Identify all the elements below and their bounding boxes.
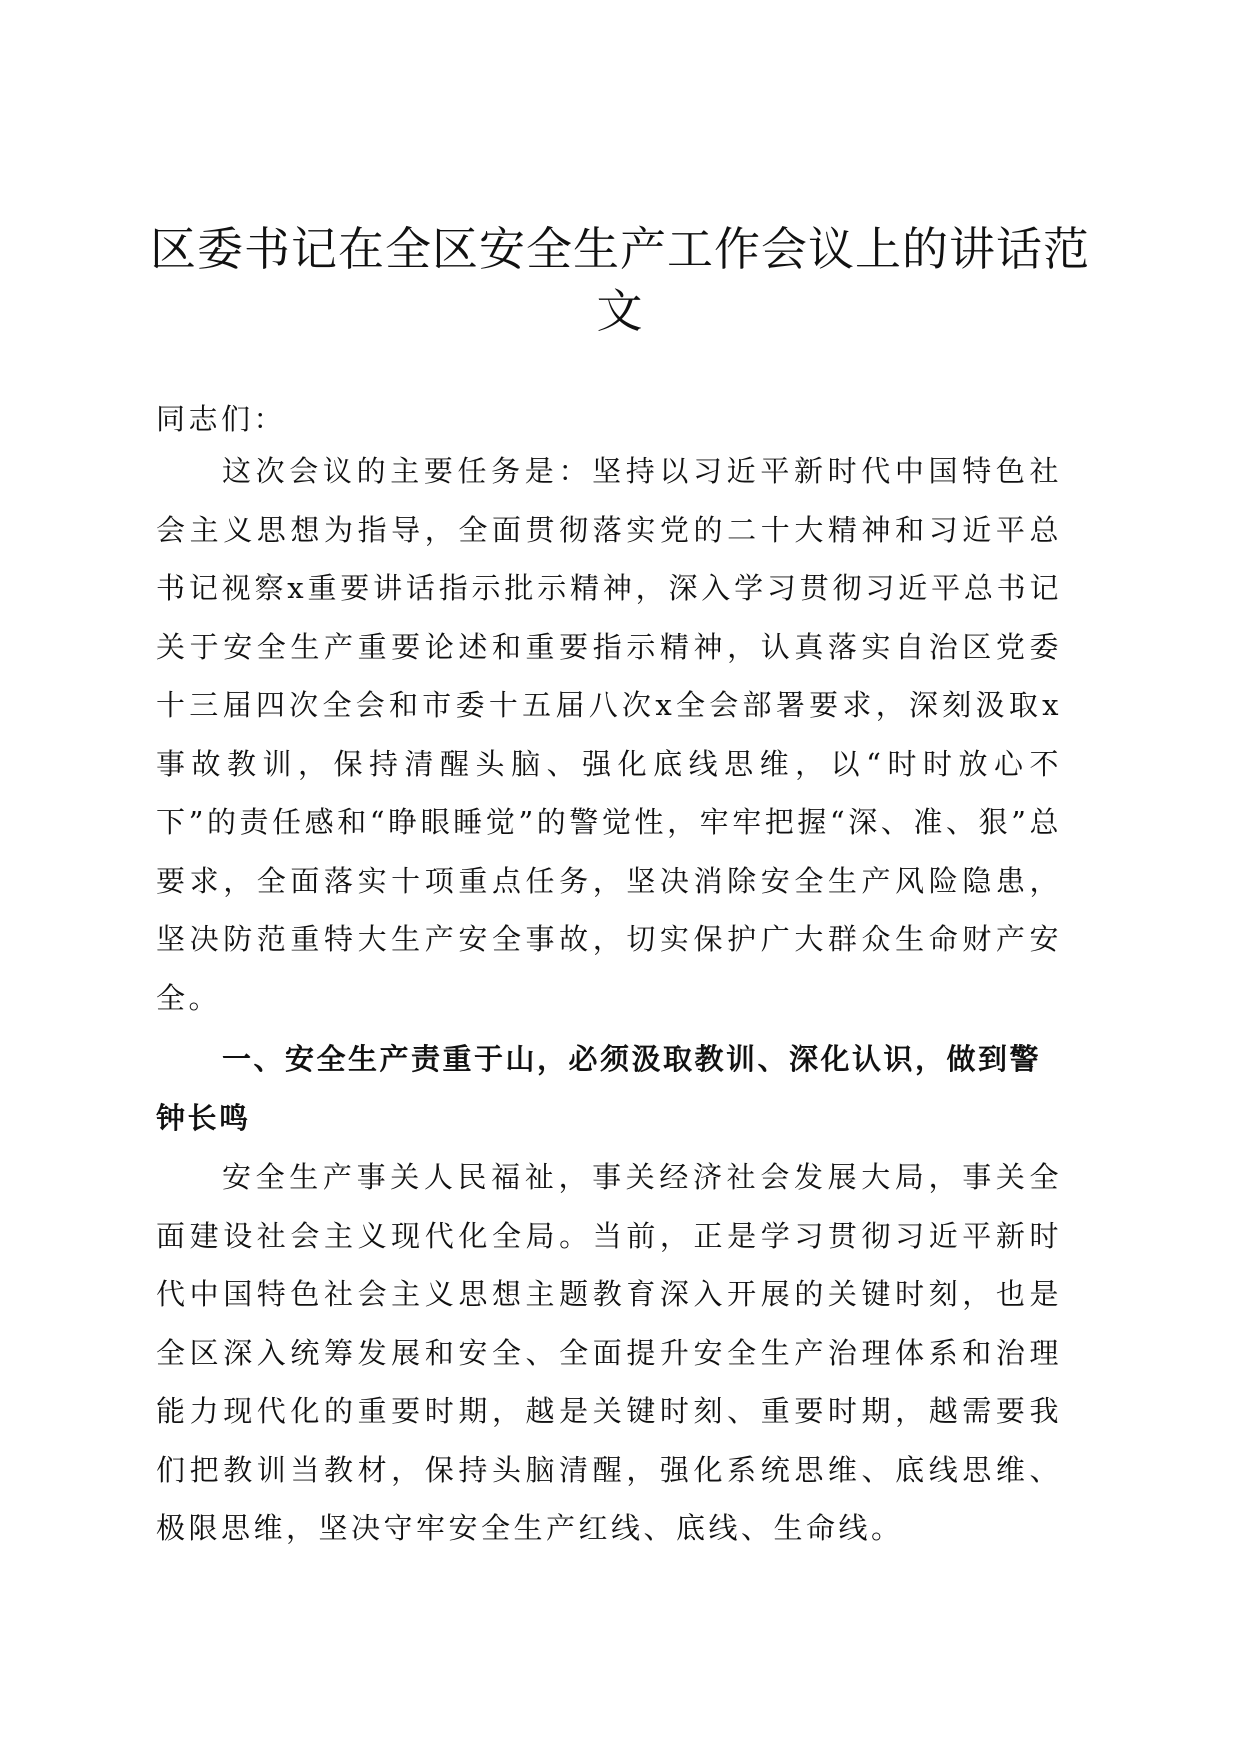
section-heading-1: 一、安全生产责重于山，必须汲取教训、深化认识，做到警钟长鸣	[156, 1042, 1042, 1135]
document-title: 区委书记在全区安全生产工作会议上的讲话范文	[150, 222, 1090, 338]
paragraph-section-1: 安全生产事关人民福祉，事关经济社会发展大局，事关全面建设社会主义现代化全局。当前，正是学习贯彻习近平新时代中国特色社会主义思想主题教育深入开展的关键时刻，也是全区深入统筹发展和安全、全面提升安全生产治理体系和治理能力现代化的重要时期，越是关键时刻、重要时期，越需要我们把教训当教材，保持头脑清醒，强化系统思维、底线思维、极限思维，坚决守牢安全生产红线、底线、生命线。	[156, 1160, 1062, 1545]
salutation: 同志们：	[156, 402, 287, 436]
paragraph-intro: 这次会议的主要任务是：坚持以习近平新时代中国特色社会主义思想为指导，全面贯彻落实党的二十大精神和习近平总书记视察x重要讲话指示批示精神，深入学习贯彻习近平总书记关于安全生产重要论述和重要指示精神，认真落实自治区党委十三届四次全会和市委十五届八次x全会部署要求，深刻汲取x事故教训，保持清醒头脑、强化底线思维，以“时时放心不下”的责任感和“睁眼睡觉”的警觉性，牢牢把握“深、准、狠”总要求，全面落实十项重点任务，坚决消除安全生产风险隐患，坚决防范重特大生产安全事故，切实保护广大群众生命财产安全。	[156, 454, 1062, 1015]
